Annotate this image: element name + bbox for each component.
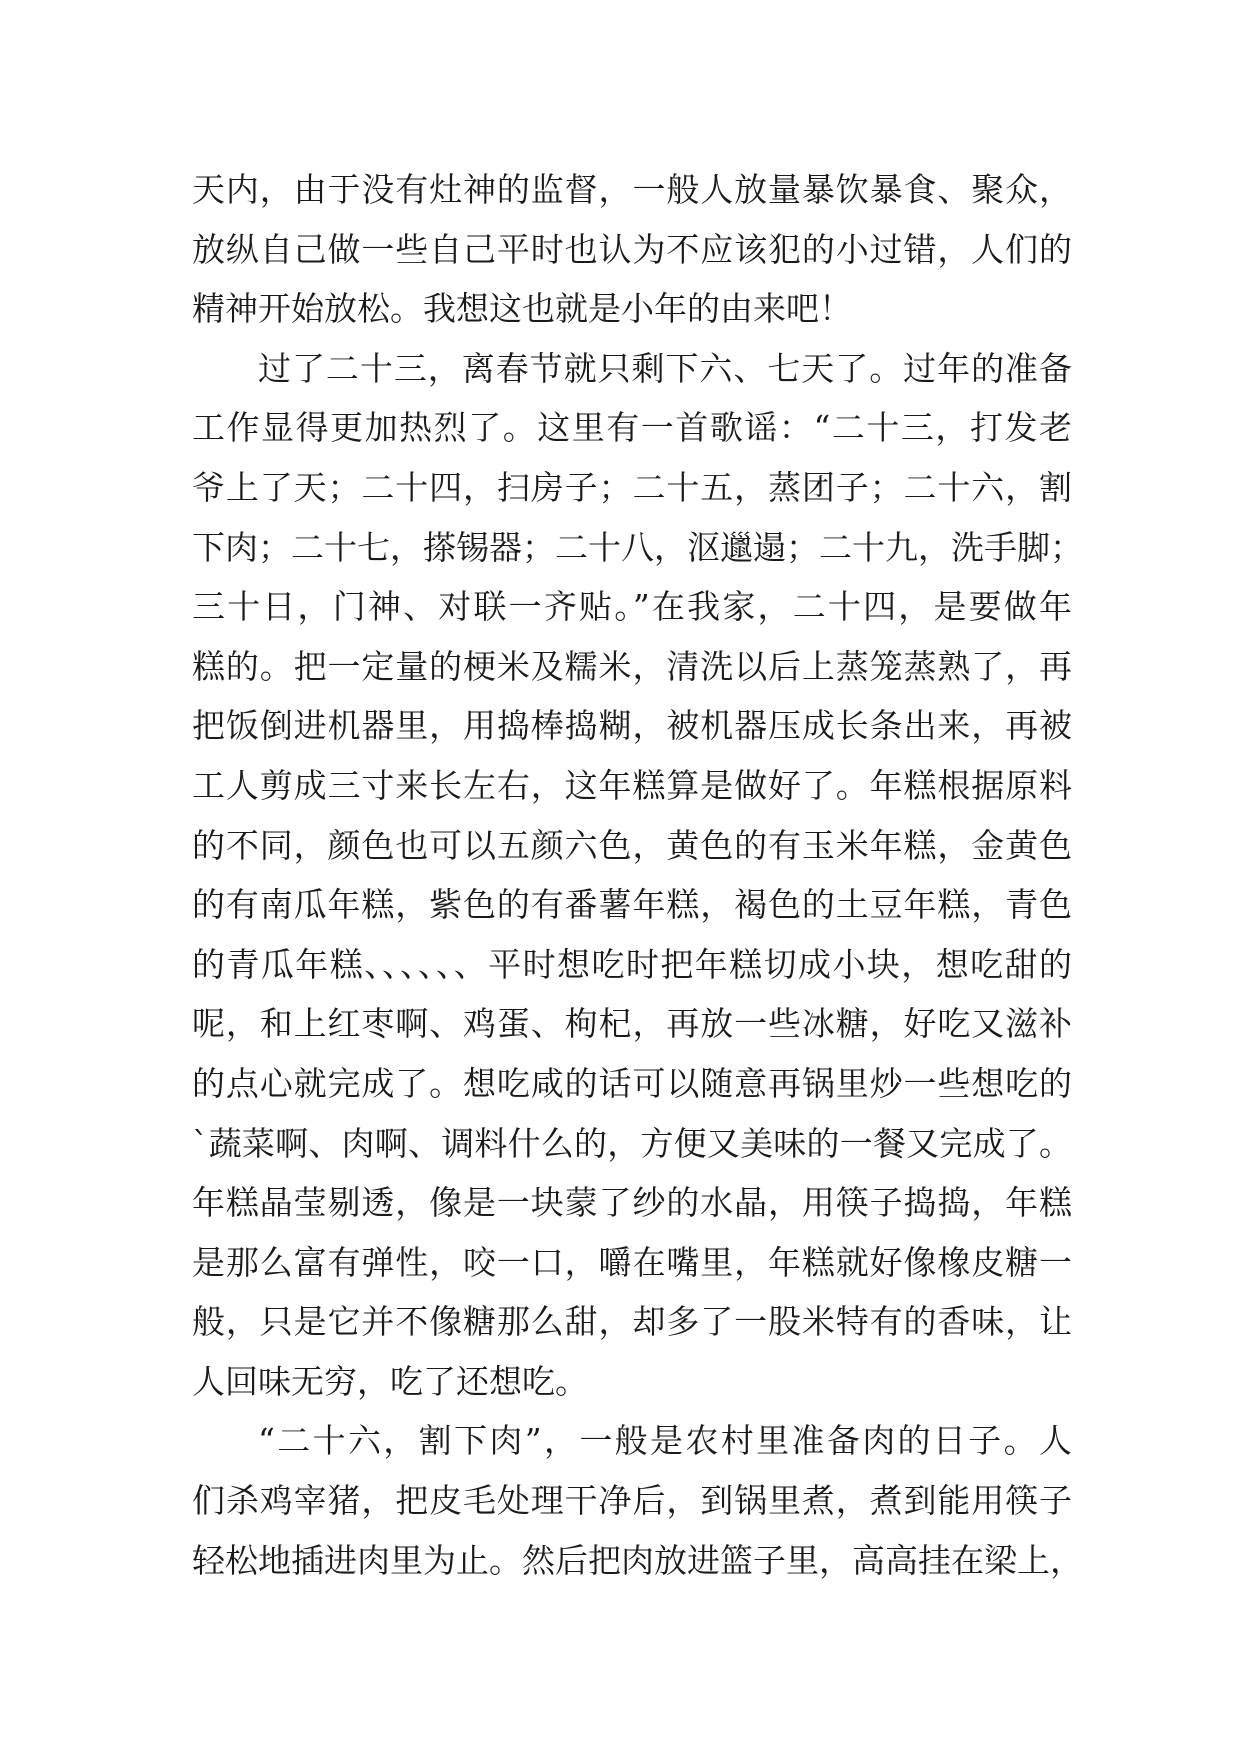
text-line-13: 的有南瓜年糕，紫色的有番薯年糕，褐色的土豆年糕，青色 xyxy=(192,885,1072,925)
text-line-7: 下肉；二十七，搽锡器；二十八，沤邋遢；二十九，洗手脚； xyxy=(192,527,1083,567)
text-line-20: 般，只是它并不像糖那么甜，却多了一股米特有的香味，让 xyxy=(192,1302,1072,1342)
text-line-19: 是那么富有弹性，咬一口，嚼在嘴里，年糕就好像橡皮糖一 xyxy=(192,1242,1072,1282)
text-line-16: 的点心就完成了。想吃咸的话可以随意再锅里炒一些想吃的 xyxy=(192,1063,1072,1103)
text-line-22: “二十六，割下肉”，一般是农村里准备肉的日子。人 xyxy=(258,1421,1072,1461)
text-line-21: 人回味无穷，吃了还想吃。 xyxy=(192,1361,588,1401)
text-line-4: 过了二十三，离春节就只剩下六、七天了。过年的准备 xyxy=(258,348,1072,388)
text-line-8: 三十日，门神、对联一齐贴。”在我家，二十四，是要做年 xyxy=(192,587,1072,627)
text-line-5: 工作显得更加热烈了。这里有一首歌谣：“二十三，打发老 xyxy=(192,408,1072,448)
text-line-23: 们杀鸡宰猪，把皮毛处理干净后，到锅里煮，煮到能用筷子 xyxy=(192,1481,1072,1521)
text-line-15: 呢，和上红枣啊、鸡蛋、枸杞，再放一些冰糖，好吃又滋补 xyxy=(192,1004,1072,1044)
text-line-11: 工人剪成三寸来长左右，这年糕算是做好了。年糕根据原料 xyxy=(192,765,1072,805)
text-line-2: 放纵自己做一些自己平时也认为不应该犯的小过错，人们的 xyxy=(192,229,1072,269)
body-text xyxy=(192,160,1083,1590)
text-line-3: 精神开始放松。我想这也就是小年的由来吧！ xyxy=(192,289,852,329)
text-line-6: 爷上了天；二十四，扫房子；二十五，蒸团子；二十六，割 xyxy=(192,467,1072,507)
text-line-10: 把饭倒进机器里，用捣棒捣糊，被机器压成长条出来，再被 xyxy=(192,706,1072,746)
text-line-9: 糕的。把一定量的梗米及糯米，清洗以后上蒸笼蒸熟了，再 xyxy=(192,646,1072,686)
text-line-12: 的不同，颜色也可以五颜六色，黄色的有玉米年糕，金黄色 xyxy=(192,825,1072,865)
text-line-24: 轻松地插进肉里为止。然后把肉放进篮子里，高高挂在梁上， xyxy=(192,1540,1083,1580)
text-line-17: `蔬菜啊、肉啊、调料什么的，方便又美味的一餐又完成了。 xyxy=(192,1123,1072,1163)
text-line-1: 天内，由于没有灶神的监督，一般人放量暴饮暴食、聚众， xyxy=(192,170,1072,209)
text-line-18: 年糕晶莹剔透，像是一块蒙了纱的水晶，用筷子捣捣，年糕 xyxy=(192,1183,1072,1223)
text-line-14: 的青瓜年糕、、、、、、平时想吃时把年糕切成小块，想吃甜的 xyxy=(192,944,1072,984)
